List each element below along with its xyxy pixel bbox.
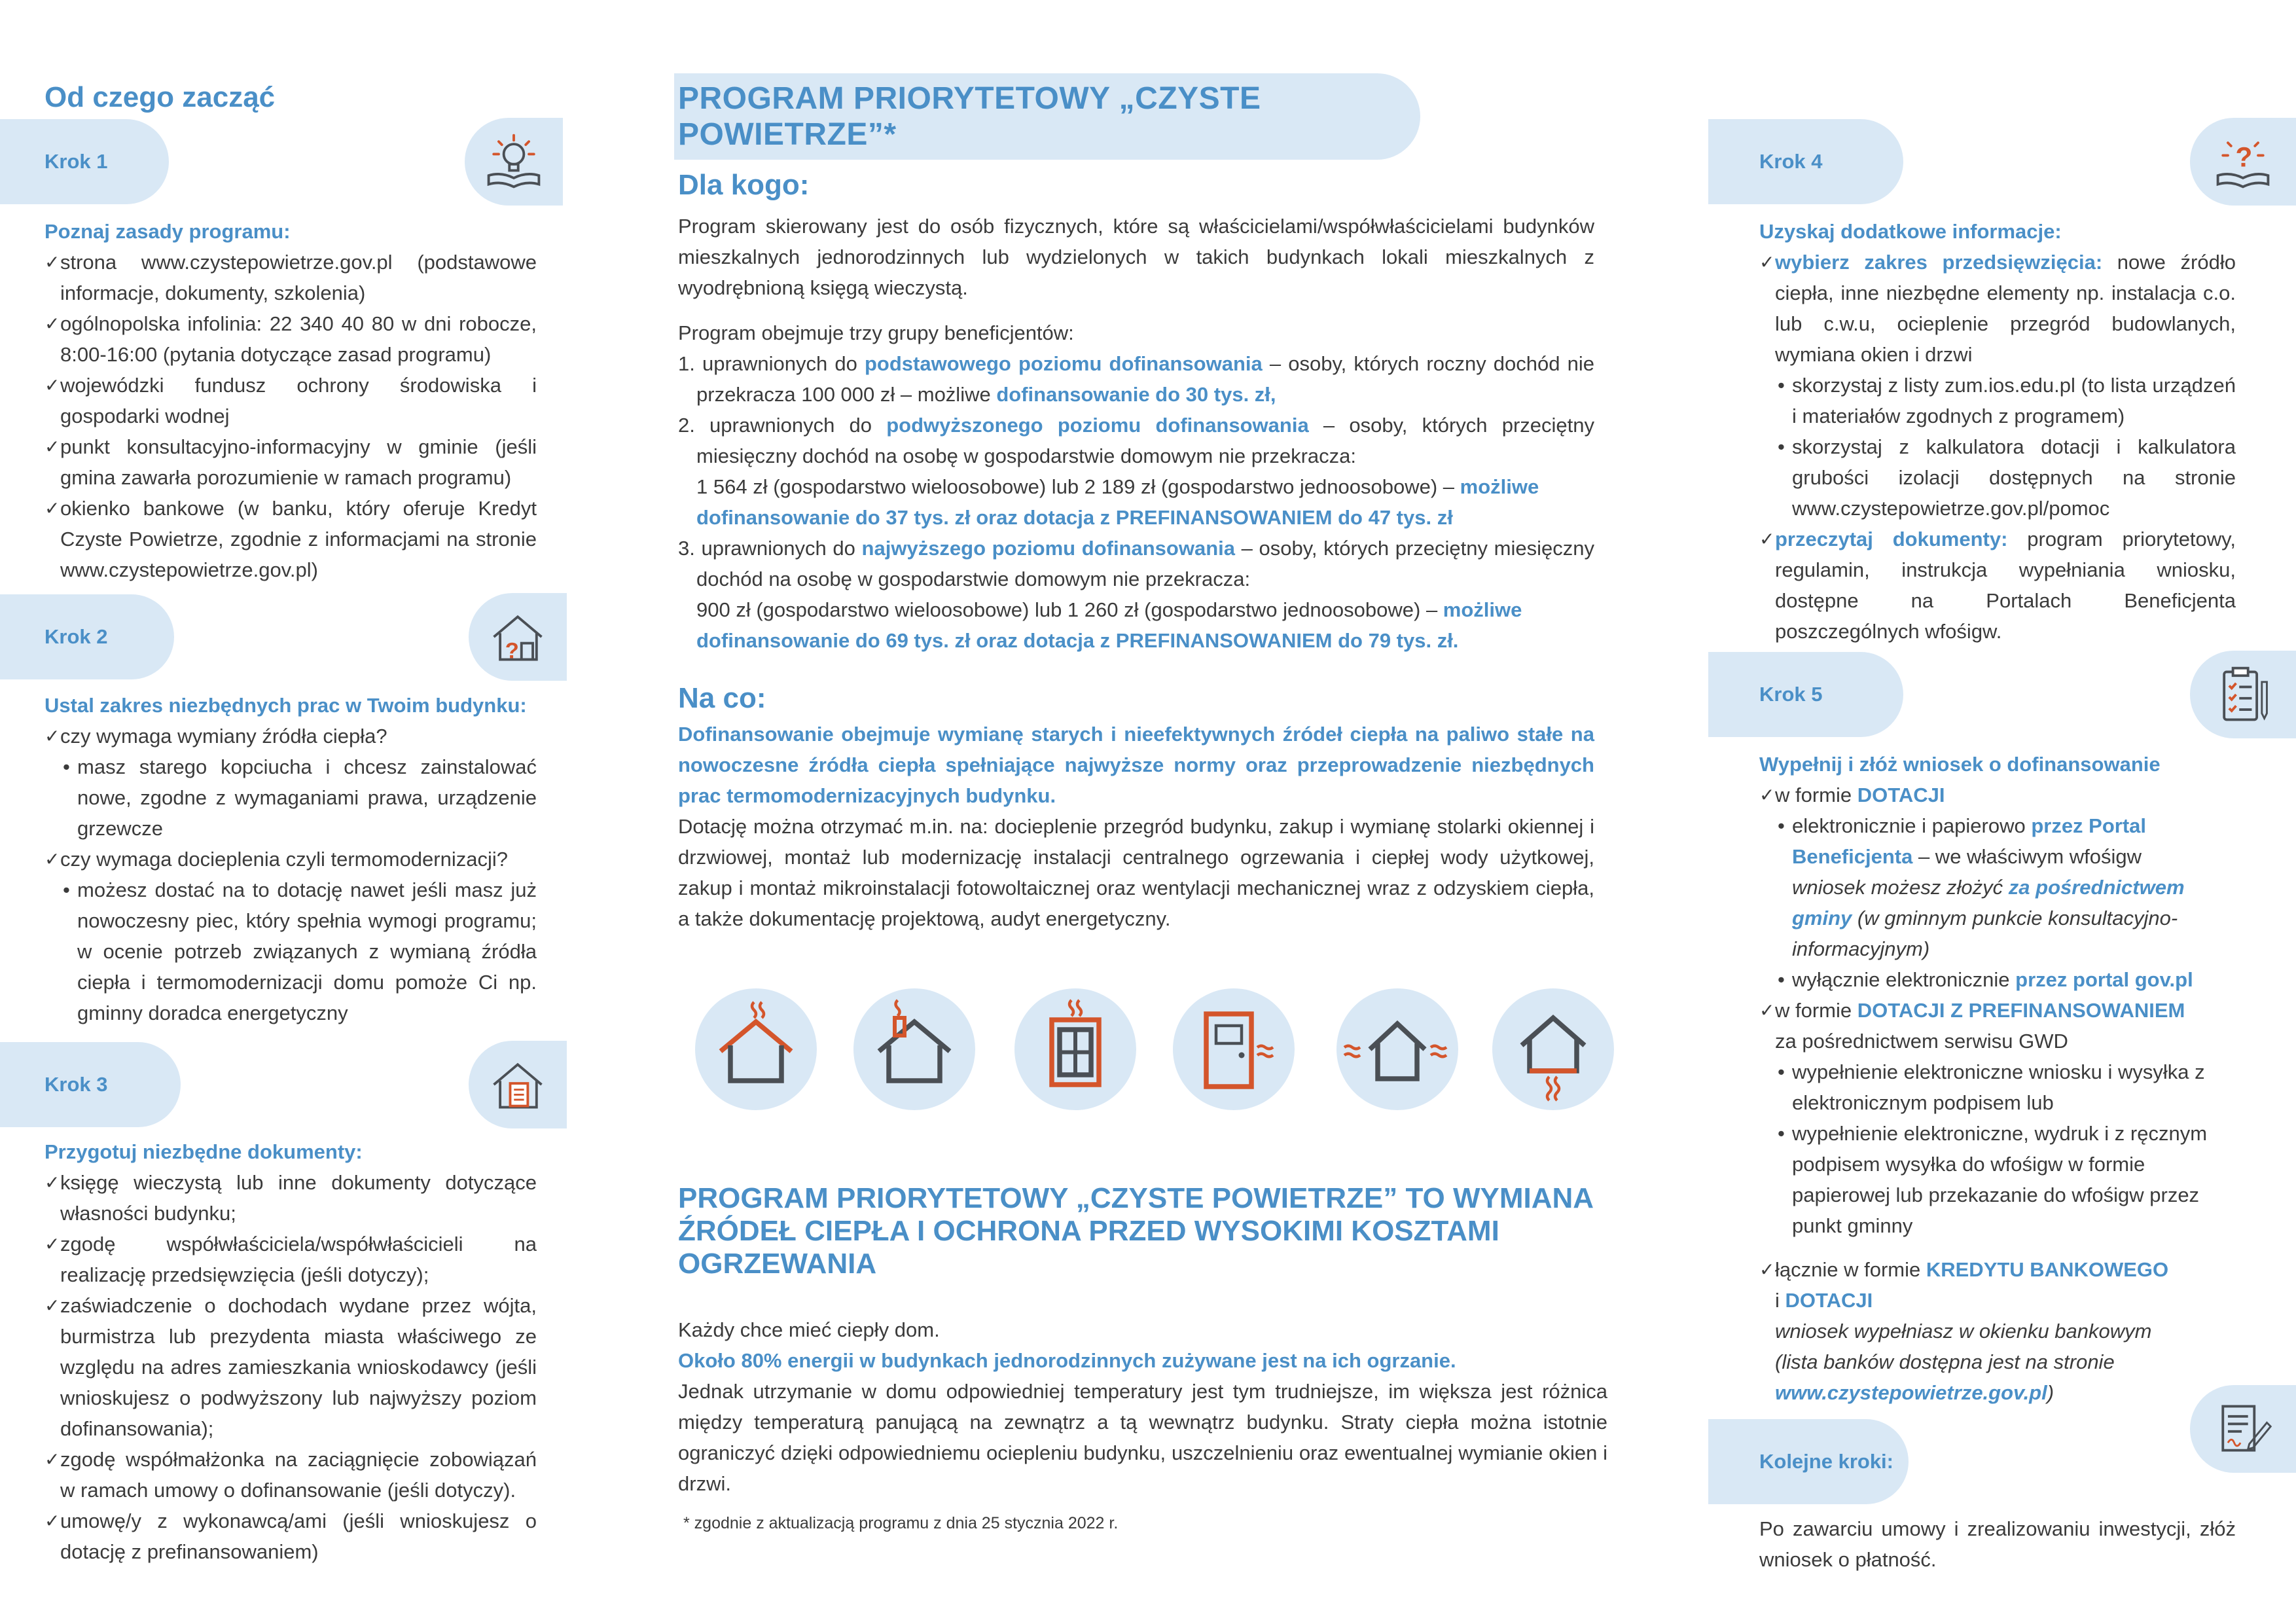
step4-item2-text: program priorytetowy, regulamin, instrukcja wypełniania wniosku, dostępne na Portalach Beneficjenta poszczególnych wfośigw. (1775, 528, 2236, 643)
for-whom-heading: Dla kogo: (678, 169, 810, 201)
list-item (1759, 524, 2236, 647)
step2-q2: czy wymaga docieplenia czyli termomodernizacji? (60, 848, 508, 871)
list-item: ✓ strona www.czystepowietrze.gov.pl (podstawowe informacje, dokumenty, szkolenia) (45, 247, 537, 308)
floor-insulation-icon-svg (1504, 1000, 1602, 1098)
roof-heat-icon-svg (707, 1000, 805, 1098)
group-1-desc: – osoby, których roczny dochód nie przekracza 100 000 zł – możliwe (696, 352, 1594, 406)
step2-content (45, 690, 537, 1028)
group-2-prefix: 2. uprawnionych do (678, 414, 887, 437)
list-item: • możesz dostać na to dotację nawet jeśli masz już nowoczesny piec, który spełnia wymogi programu; w ocenie potrzeb związanych z wymianą źródła ciepła i termomodernizacji domu pomoże Ci np. gminny doradca energetyczny (60, 875, 537, 1028)
roof-heat-icon (695, 988, 817, 1110)
next-steps-text: Po zawarciu umowy i zrealizowaniu inwestycji, złóż wniosek o płatność. (1759, 1517, 2236, 1571)
step2-title: Ustal zakres niezbędnych prac w Twoim budynku: (45, 694, 527, 717)
second-title: PROGRAM PRIORYTETOWY „CZYSTE POWIETRZE” TO WYMIANA ŹRÓDEŁ CIEPŁA I OCHRONA PRZED WYSOKIMI KOSZTAMI OGRZEWANIA (678, 1182, 1593, 1280)
door-icon (1173, 988, 1295, 1110)
step2-q2-sublist (60, 875, 537, 1028)
step5-title: Wypełnij i złóż wniosek o dofinansowanie (1759, 753, 2161, 776)
f1s1-gmina: za pośrednictwem gminy (1792, 876, 2185, 929)
form2-prefix: w formie (1775, 999, 1857, 1022)
for-what-bold: Dofinansowanie obejmuje wymianę starych i nieefektywnych źródeł ciepła na paliwo stałe na nowoczesne źródła ciepła spełniające najwyższe normy oraz przeprowadzenie niezbędnych prac termomodernizacyjnych budynku. (678, 723, 1594, 807)
group-2-desc: – osoby, których przeciętny miesięczny dochód na osobę w gospodarstwie domowym nie przekracza: (696, 414, 1594, 467)
list-item: • skorzystaj z listy zum.ios.edu.pl (to lista urządzeń i materiałów zgodnych z programem) (1775, 370, 2236, 431)
program-title-pill (674, 73, 1420, 160)
group-3-prefix: 3. uprawnionych do (678, 537, 862, 560)
form3-list: (lista banków dostępna jest na stronie (1775, 1350, 2115, 1373)
step1-title: Poznaj zasady programu: (45, 220, 291, 243)
list-item: ✓ ogólnopolska infolinia: 22 340 40 80 w dni robocze, 8:00-16:00 (pytania dotyczące zasad programu) (45, 308, 537, 370)
group-1-amount: dofinansowanie do 30 tys. zł, (996, 383, 1276, 406)
step2-pill (0, 594, 174, 679)
list-item: ✓ zgodę współmałżonka na zaciągnięcie zobowiązań w ramach umowy o dofinansowanie (jeśli dotyczy). (45, 1444, 537, 1506)
list-item (45, 844, 537, 1028)
step4-list (1759, 247, 2236, 647)
next-steps-label: Kolejne kroki: (1759, 1450, 1893, 1473)
group-3-level: najwyższego poziomu dofinansowania (861, 537, 1235, 560)
for-whom-text: Program skierowany jest do osób fizycznych, które są właścicielami/współwłaścicielami budynków mieszkalnych jednorodzinnych lub wydzielonych w takich budynkach lokali mieszkalnych z wyodrębnioną księgą wieczystą. (678, 215, 1594, 299)
for-what-text: Dotację można otrzymać m.in. na: docieplenie przegród budynku, zakup i wymianę stolarki okiennej i drzwiowej, montaż lub modernizację instalacji centralnego ogrzewania i ciepłej wody użytkowej, zakup i montaż mikroinstalacji fotowoltaicznej oraz wentylacji mechanicznej wraz z odzyskiem ciepła, a także dokumentację projektową, audyt energetyczny. (678, 815, 1594, 930)
chimney-house-icon (853, 988, 975, 1110)
step5-content (1759, 749, 2236, 1408)
step3-pill (0, 1042, 181, 1127)
clipboard-checklist-icon-svg (2212, 663, 2274, 726)
energy-fact: Około 80% energii w budynkach jednorodzinnych zużywane jest na ich ogrzanie. (678, 1349, 1456, 1372)
f1s2-text: wyłącznie elektronicznie (1792, 968, 2016, 991)
step3-content (45, 1136, 537, 1567)
clipboard-checklist-icon (2190, 651, 2296, 738)
f1s1-text: elektronicznie i papierowo (1792, 814, 2032, 837)
step4-item1-text: nowe źródło ciepła, inne niezbędne elementy np. instalacja c.o. lub c.w.u, ocieplenie przegród budowlanych, wymiana okien i drzwi (1775, 251, 2236, 366)
form3-close: ) (2047, 1381, 2054, 1404)
step4-content (1759, 216, 2236, 647)
group-1 (678, 348, 1594, 410)
f1s2-portal: przez portal gov.pl (2015, 968, 2193, 991)
house-question-icon-svg (486, 605, 549, 668)
form3-and: i (1775, 1289, 1785, 1312)
step4-item2-label: przeczytaj dokumenty: (1775, 528, 2008, 550)
step5-list (1759, 780, 2236, 1408)
energy-text: Jednak utrzymanie w domu odpowiedniej temperatury jest tym trudniejsze, im większa jest różnica między temperaturą panującą na zewnątrz a tą wewnątrz budynku. Straty ciepła można istotnie ograniczyć dzięki odpowiedniemu ociepleniu budynku, uszczelnieniu oraz ewentualnej wymianie okien i drzwi. (678, 1380, 1607, 1495)
list-item: ✓ punkt konsultacyjno-informacyjny w gminie (jeśli gmina zawarła porozumienie w ramach programu) (45, 431, 537, 493)
list-item: ✓ okienko bankowe (w banku, który oferuje Kredyt Czyste Powietrze, zgodnie z informacjami na stronie www.czystepowietrze.gov.pl) (45, 493, 537, 585)
list-item: • skorzystaj z kalkulatora dotacji i kalkulatora grubości izolacji dostępnych na stronie www.czystepowietrze.gov.pl/pomoc (1775, 431, 2236, 524)
list-item: ✓ zaświadczenie o dochodach wydane przez wójta, burmistrza lub prezydenta miasta właściwego ze względu na adres zamieszkania wnioskodawcy (jeśli wnioskujesz o podwyższony lub najwyższy poziom dofinansowania); (45, 1290, 537, 1444)
group-3-income-text: 900 zł (gospodarstwo wieloosobowe) lub 1 260 zł (gospodarstwo jednoosobowe) – (696, 598, 1443, 621)
group-1-prefix: 1. uprawnionych do (678, 352, 865, 375)
step2-q1-sublist (60, 751, 537, 844)
svg-text:?: ? (505, 638, 519, 664)
step3-title: Przygotuj niezbędne dokumenty: (45, 1140, 363, 1163)
next-steps-pill (1708, 1419, 1909, 1504)
step4-pill (1708, 119, 1903, 204)
group-1-text (678, 348, 1594, 410)
step1-pill (0, 119, 169, 204)
group-3-income (696, 594, 1594, 656)
group-3-text (678, 533, 1594, 594)
step3-list (45, 1167, 537, 1567)
form2-sublist (1775, 1056, 2236, 1241)
list-item: ✓ wojewódzki fundusz ochrony środowiska i gospodarki wodnej (45, 370, 537, 431)
f1s1-italic-suffix: (w gminnym punkcie konsultacyjno-informacyjnym) (1792, 907, 2178, 960)
footnote: * zgodnie z aktualizacją programu z dnia 25 stycznia 2022 r. (683, 1514, 1119, 1532)
floor-insulation-icon (1492, 988, 1614, 1110)
group-2-income-text: 1 564 zł (gospodarstwo wieloosobowe) lub 2 189 zł (gospodarstwo jednoosobowe) – (696, 475, 1460, 498)
form3-type2: DOTACJI (1785, 1289, 1873, 1312)
list-item (1759, 1254, 2236, 1408)
door-icon-svg (1185, 1000, 1283, 1098)
step1-label: Krok 1 (45, 150, 108, 173)
form3-type: KREDYTU BANKOWEGO (1926, 1258, 2169, 1281)
form1-sublist (1775, 810, 2236, 995)
step5-label: Krok 5 (1759, 683, 1823, 706)
form1-prefix: w formie (1775, 784, 1857, 806)
step1-content (45, 216, 537, 585)
middle-lower (678, 1182, 1607, 1539)
question-book-icon (2190, 118, 2296, 206)
list-item: • wypełnienie elektroniczne, wydruk i z ręcznym podpisem wysyłka do wfośigw w formie papierowej lub przekazanie do wfośigw przez punkt gminny (1775, 1118, 2236, 1241)
group-2-level: podwyższonego poziomu dofinansowania (886, 414, 1309, 437)
list-item (1775, 964, 2236, 995)
window-icon (1014, 988, 1136, 1110)
house-question-icon (469, 593, 567, 681)
f1s1-portal: przez Portal Beneficjenta (1792, 814, 2147, 868)
f1s1-italic: wniosek możesz złożyć (1792, 876, 2009, 899)
step2-list (45, 721, 537, 1028)
middle-column (678, 169, 1594, 934)
lightbulb-book-icon (465, 118, 563, 206)
list-item: • masz starego kopciucha i chcesz zainstalować nowe, zgodne z wymaganiami prawa, urządzenie grzewcze (60, 751, 537, 844)
list-item: ✓ księgę wieczystą lub inne dokumenty dotyczące własności budynku; (45, 1167, 537, 1229)
house-documents-icon-svg (486, 1053, 549, 1116)
program-title: PROGRAM PRIORYTETOWY „CZYSTE POWIETRZE”* (678, 81, 1261, 152)
group-3 (678, 533, 1594, 656)
step5-pill (1708, 652, 1903, 737)
svg-text:?: ? (2235, 141, 2253, 173)
group-3-amount: możliwe dofinansowanie do 69 tys. zł oraz dotacja z PREFINANSOWANIEM do 79 tys. zł. (696, 598, 1522, 652)
groups-intro: Program obejmuje trzy grupy beneficjentów: (678, 321, 1074, 344)
list-item (1775, 810, 2236, 964)
chimney-house-icon-svg (865, 1000, 963, 1098)
form3-link: www.czystepowietrze.gov.pl (1775, 1381, 2047, 1404)
wall-insulation-icon-svg (1348, 1000, 1446, 1098)
form3-note: wniosek wypełniasz w okienku bankowym (1775, 1320, 2152, 1343)
group-1-level: podstawowego poziomu dofinansowania (864, 352, 1263, 375)
step4-title: Uzyskaj dodatkowe informacje: (1759, 220, 2062, 243)
group-3-desc: – osoby, których przeciętny miesięczny dochód na osobę w gospodarstwie domowym nie przekracza: (696, 537, 1594, 590)
left-header: Od czego zacząć (45, 81, 276, 113)
group-2-text (678, 410, 1594, 471)
step1-list (45, 247, 537, 585)
list-item: ✓ zgodę współwłaściciela/współwłaścicieli na realizację przedsięwzięcia (jeśli dotyczy); (45, 1229, 537, 1290)
step4-label: Krok 4 (1759, 150, 1823, 173)
wall-insulation-icon (1336, 988, 1458, 1110)
f1s1-suffix: – we właściwym wfośigw (1912, 845, 2142, 868)
list-item (1759, 247, 2236, 524)
form2-type: DOTACJI Z PREFINANSOWANIEM (1857, 999, 2185, 1022)
form1-type: DOTACJI (1857, 784, 1945, 806)
list-item (45, 721, 537, 844)
window-icon-svg (1026, 1000, 1124, 1098)
house-documents-icon (469, 1041, 567, 1128)
list-item (1759, 995, 2236, 1241)
group-2 (678, 410, 1594, 533)
lightbulb-book-icon-svg (482, 130, 545, 193)
group-2-income (696, 471, 1594, 533)
for-what-heading: Na co: (678, 682, 766, 714)
step3-label: Krok 3 (45, 1073, 108, 1096)
document-signing-icon (2190, 1385, 2296, 1473)
step4-item1-label: wybierz zakres przedsięwzięcia: (1775, 251, 2103, 274)
list-item: ✓ umowę/y z wykonawcą/ami (jeśli wnioskujesz o dotację z prefinansowaniem) (45, 1506, 537, 1567)
warm-home: Każdy chce mieć ciepły dom. (678, 1318, 940, 1341)
form3-prefix: łącznie w formie (1775, 1258, 1926, 1281)
step2-q1: czy wymaga wymiany źródła ciepła? (60, 725, 387, 748)
document-signing-icon-svg (2212, 1398, 2274, 1460)
form2-service: za pośrednictwem serwisu GWD (1775, 1030, 2068, 1053)
next-steps-content (1759, 1513, 2236, 1575)
step2-label: Krok 2 (45, 625, 108, 648)
list-item (1759, 780, 2236, 995)
group-2-amount: możliwe dofinansowanie do 37 tys. zł oraz dotacja z PREFINANSOWANIEM do 47 tys. zł (696, 475, 1539, 529)
list-item: • wypełnienie elektroniczne wniosku i wysyłka z elektronicznym podpisem lub (1775, 1056, 2236, 1118)
question-book-icon-svg (2212, 130, 2274, 193)
step4-sublist (1775, 370, 2236, 524)
